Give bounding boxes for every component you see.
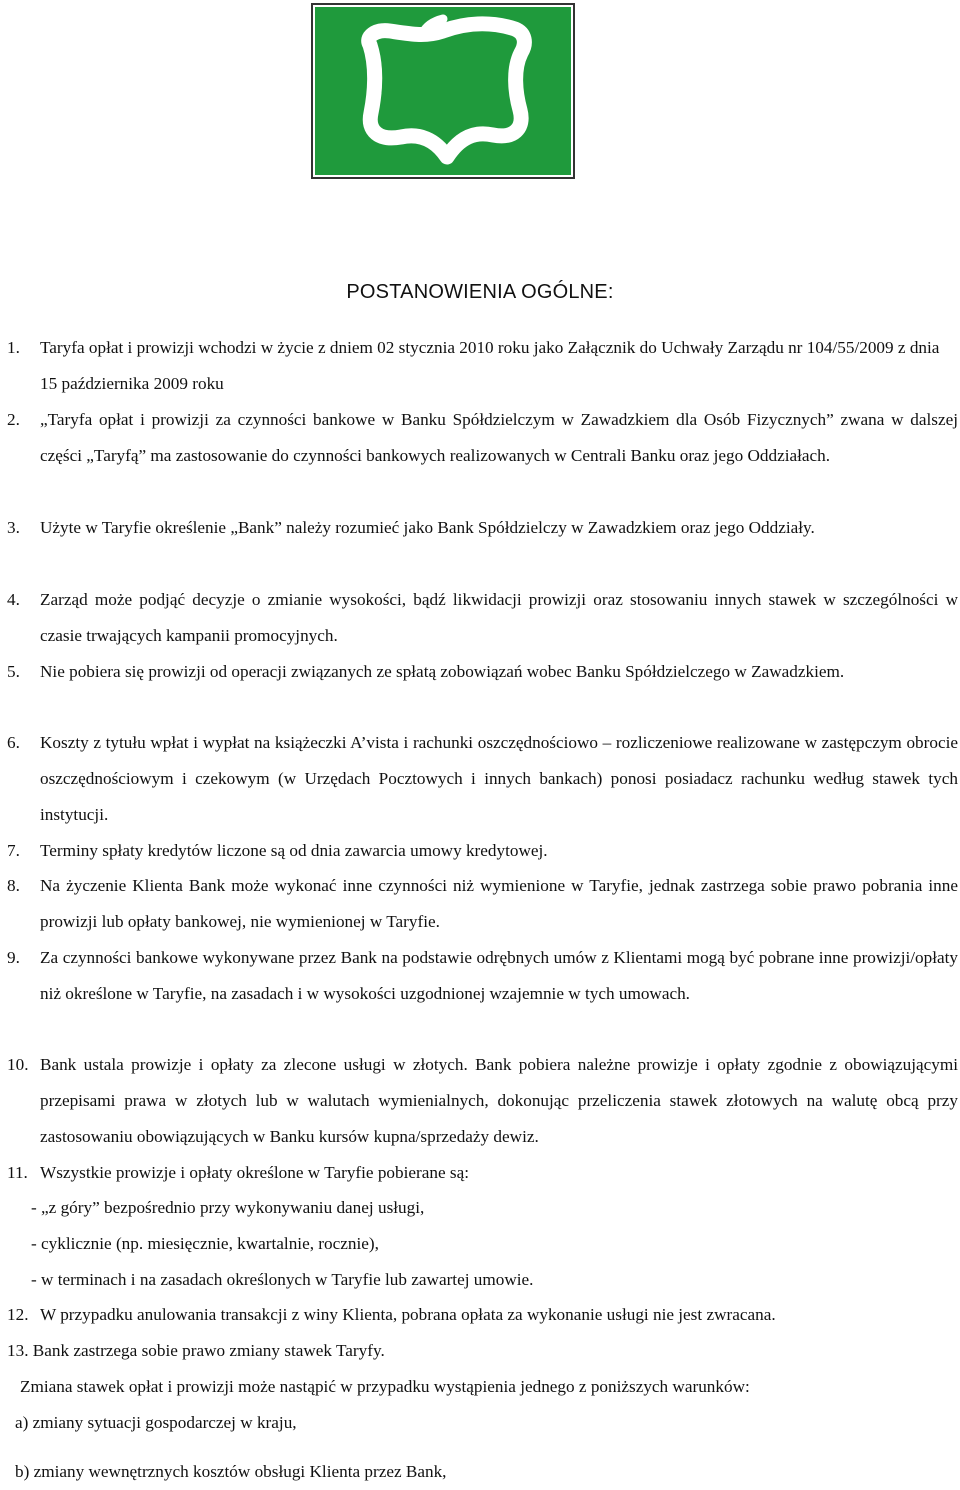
item-number: 6. xyxy=(7,733,20,752)
item-number: 1. xyxy=(7,338,20,357)
item-text: Za czynności bankowe wykonywane przez Bank na podstawie odrębnych umów z Klientami mogą być pobrane inne prowizji/opłaty niż określone w Taryfie, na zasadach i w wysokości uzgodnionej wzajemnie w tych umowach. xyxy=(40,948,958,1003)
condition-item: a) zmiany sytuacji gospodarczej w kraju, xyxy=(15,1413,297,1432)
bank-logo xyxy=(311,3,575,179)
list-item xyxy=(0,1297,960,1333)
condition-item: b) zmiany wewnętrznych kosztów obsługi Klienta przez Bank, xyxy=(15,1462,447,1481)
item-number: 5. xyxy=(7,662,20,681)
sub-item: - w terminach i na zasadach określonych w Taryfie lub zawartej umowie. xyxy=(31,1270,534,1289)
item-text: Nie pobiera się prowizji od operacji związanych ze spłatą zobowiązań wobec Banku Spółdzielczego w Zawadzkiem. xyxy=(40,662,845,681)
page-title: POSTANOWIENIA OGÓLNE: xyxy=(346,281,614,303)
list-item-13: 13. Bank zastrzega sobie prawo zmiany stawek Taryfy. xyxy=(7,1341,385,1360)
item-number: 8. xyxy=(7,876,20,895)
list-item xyxy=(0,582,960,654)
logo-background xyxy=(315,7,571,175)
item-text: Koszty z tytułu wpłat i wypłat na książeczki A’vista i rachunki oszczędnościowo – rozliczeniowe realizowane w zastępczym obrocie oszczędnościowym i czekowym (w Urzędach Pocztowych i innych bankach) ponosi posiadacz rachunku według stawek tych instytucji. xyxy=(40,733,958,824)
item-number: 3. xyxy=(7,518,20,537)
item-number: 9. xyxy=(7,948,20,967)
list-item xyxy=(0,725,960,833)
list-item xyxy=(0,1047,960,1155)
list-item xyxy=(0,330,960,402)
heart-logo-icon xyxy=(315,7,571,175)
list-item xyxy=(0,1155,960,1191)
item-text: „Taryfa opłat i prowizji za czynności bankowe w Banku Spółdzielczym w Zawadzkiem dla Osób Fizycznych” zwana w dalszej części „Taryfą” ma zastosowanie do czynności bankowych realizowanych w Centrali Banku oraz jego Oddziałach. xyxy=(40,410,958,465)
item-number: 11. xyxy=(7,1163,28,1182)
item-number: 2. xyxy=(7,410,20,429)
item-text: W przypadku anulowania transakcji z winy Klienta, pobrana opłata za wykonanie usługi nie jest zwracana. xyxy=(40,1305,776,1324)
item-text: Na życzenie Klienta Bank może wykonać inne czynności niż wymienione w Taryfie, jednak zastrzega sobie prawo pobrania inne prowizji lub opłaty bankowej, nie wymienionej w Taryfie. xyxy=(40,876,958,931)
list-item xyxy=(0,510,960,546)
item-number: 7. xyxy=(7,841,20,860)
item-number: 10. xyxy=(7,1055,29,1074)
item-number: 4. xyxy=(7,590,20,609)
sub-item: - „z góry” bezpośrednio przy wykonywaniu danej usługi, xyxy=(31,1198,425,1217)
list-item xyxy=(0,833,960,869)
item-text: Zarząd może podjąć decyzje o zmianie wysokości, bądź likwidacji prowizji oraz stosowaniu innych stawek w szczególności w czasie trwających kampanii promocyjnych. xyxy=(40,590,958,645)
item-number: 12. xyxy=(7,1305,29,1324)
item-text: Bank ustala prowizje i opłaty za zlecone usługi w złotych. Bank pobiera należne prowizje i opłaty zgodnie z obowiązującymi przepisami prawa w złotych lub w walutach wymienialnych, dokonując przeliczenia stawek złotowych na walutę obcą przy zastosowaniu obowiązujących w Banku kursów kupna/sprzedaży dewiz. xyxy=(40,1055,958,1146)
list-item xyxy=(0,654,960,690)
list-item xyxy=(0,940,960,1012)
item-text: Wszystkie prowizje i opłaty określone w Taryfie pobierane są: xyxy=(40,1163,469,1182)
item-text: Użyte w Taryfie określenie „Bank” należy rozumieć jako Bank Spółdzielczy w Zawadzkiem oraz jego Oddziały. xyxy=(40,518,815,537)
item-text: Taryfa opłat i prowizji wchodzi w życie z dniem 02 stycznia 2010 roku jako Załącznik do Uchwały Zarządu nr 104/55/2009 z dnia 15 października 2009 roku xyxy=(40,338,940,393)
item-text: Terminy spłaty kredytów liczone są od dnia zawarcia umowy kredytowej. xyxy=(40,841,548,860)
list-item xyxy=(0,402,960,474)
sub-item: - cyklicznie (np. miesięcznie, kwartalnie, rocznie), xyxy=(31,1234,379,1253)
list-item xyxy=(0,868,960,940)
conditions-intro: Zmiana stawek opłat i prowizji może nastąpić w przypadku wystąpienia jednego z poniższych warunków: xyxy=(20,1377,750,1396)
